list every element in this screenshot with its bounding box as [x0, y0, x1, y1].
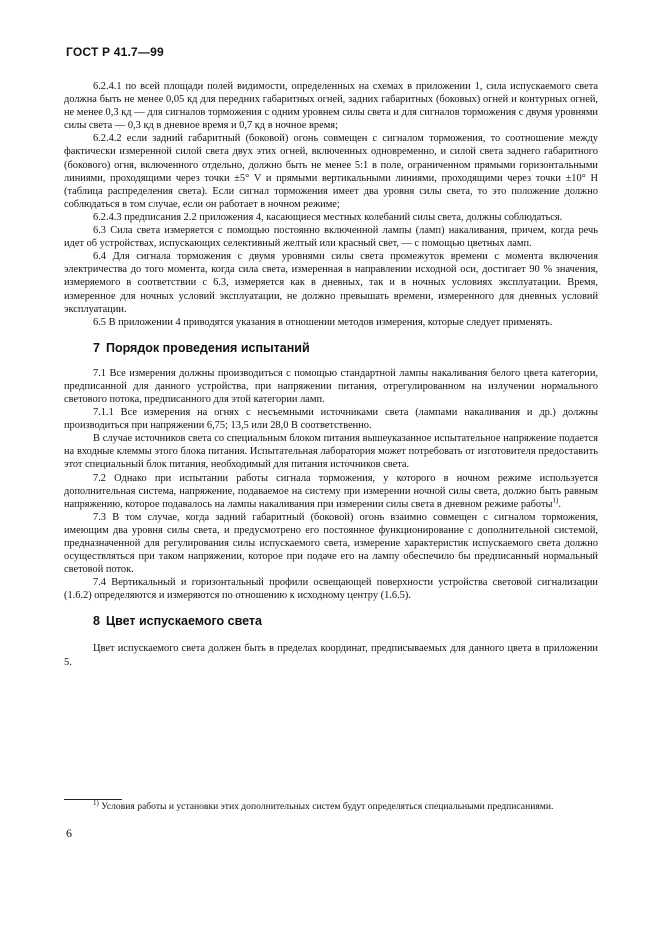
- paragraph-6-4: 6.4 Для сигнала торможения с двумя уровнями силы света промежуток времени с момента включения электричества до того момента, когда сила света, измеренная в направлении исходной оси, достигает 90 % значения, измеряемого в соответствии с 6.3, измеряется как в дневных, так и в ночных условиях эксплуатации. Время, измеренное для ночных условий эксплуатации, не должно превышать времени, измеренного для дневных условий эксплуатации.: [64, 251, 598, 315]
- paragraph-7-1: 7.1 Все измерения должны производиться с помощью стандартной лампы накаливания белого цвета категории, предписанной для данного устройства, при напряжении питания, отрегулированном на излучении нормального светового потока, предписанного для этой категории ламп.: [64, 367, 598, 405]
- paragraph-6-2-4-2: 6.2.4.2 если задний габаритный (боковой) огонь совмещен с сигналом торможения, то соотношение между фактически измеренной силой света двух этих огней, включенных одновременно, и силой света заднего габаритного (бокового) огня, включенного отдельно, должно быть не менее 5:1 в поле, ограниченном прямыми горизонтальными линиями, проходящими через точки ±5° V и прямыми вертикальными линиями, проходящими через точки ±10° H (таблица распределения света). Если сигнал торможения имеет два уровня силы света, то это положение должно соблюдаться в том случае, если он работает в ночном режиме;: [64, 133, 598, 210]
- paragraph-6-2-4-1: 6.2.4.1 по всей площади полей видимости, определенных на схемах в приложении 1, сила испускаемого света должна быть не менее 0,05 кд для передних габаритных огней, задних габаритных (боковых) огней и контурных огней, не менее 0,3 кд — для сигналов торможения с одним уровнем силы света и для сигналов торможения с двумя уровнями силы света — 0,3 кд в дневное время и 0,7 кд в ночное время;: [64, 81, 598, 132]
- paragraph-6-3: 6.3 Сила света измеряется с помощью постоянно включенной лампы (ламп) накаливания, причем, когда речь идет об устройствах, испускающих селективный желтый или красный свет, — с помощью цветных ламп.: [64, 225, 598, 250]
- paragraph-7-1-1: 7.1.1 Все измерения на огнях с несъемными источниками света (лампами накаливания и др.) должны производиться при напряжении 6,75; 13,5 или 28,0 В соответственно.: [64, 407, 598, 432]
- footnote-text: Условия работы и установки этих дополнительных систем будут определяться специальными предписаниями.: [101, 801, 554, 812]
- footnote-mark: 1): [93, 798, 99, 807]
- paragraph-6-5: 6.5 В приложении 4 приводятся указания в отношении методов измерения, которые следует применять.: [93, 316, 553, 328]
- footnote: [64, 798, 598, 813]
- paragraph-7-2: [64, 472, 598, 511]
- paragraph-power-supply: В случае источников света со специальным блоком питания вышеуказанное испытательное напряжение подается на входные клеммы этого блока питания. Испытательная лаборатория может потребовать от изготовителя предоставить этот специальный блок питания, необходимый для питания источников света.: [64, 433, 598, 471]
- section-7-number: 7: [93, 340, 100, 355]
- section-8-heading: [64, 614, 598, 629]
- paragraph-6-2-4-3: 6.2.4.3 предписания 2.2 приложения 4, касающиеся местных колебаний силы света, должны соблюдаться.: [93, 211, 563, 223]
- document-header: ГОСТ Р 41.7—99: [66, 45, 164, 59]
- section-7-heading: [64, 341, 598, 356]
- section-8-number: 8: [93, 614, 100, 629]
- section-8-title: Цвет испускаемого света: [105, 614, 262, 629]
- document-body: [64, 80, 598, 669]
- section-7-title: Порядок проведения испытаний: [105, 340, 310, 355]
- page-number: 6: [66, 826, 72, 840]
- footnote-reference: 1): [552, 496, 559, 505]
- paragraph-8: Цвет испускаемого света должен быть в пределах координат, предписываемых для данного цвета в приложении 5.: [64, 643, 598, 668]
- paragraph-7-3: 7.3 В том случае, когда задний габаритный (боковой) огонь взаимно совмещен с сигналом торможения, имеющим два уровня силы света, и предусмотрено его постоянное функционирование с дополнительной системой, предназначенной для регулирования силы испускаемого света, измерение характеристик испускаемого света должно осуществляться при таком напряжении, которое при подаче его на лампу обеспечило бы предписанный нормальный световой поток.: [64, 511, 598, 576]
- paragraph-7-2-text: 7.2 Однако при испытании работы сигнала торможения, у которого в ночном режиме используется дополнительная система, напряжение, подаваемое на систему при измерении ночной силы света, должно быть равным напряжению, которое подавалось на лампы накаливания при измерении силы света в дневном режиме работы: [64, 472, 598, 510]
- paragraph-7-2-end: .: [558, 498, 561, 510]
- paragraph-7-4: 7.4 Вертикальный и горизонтальный профили освещающей поверхности устройства световой сигнализации (1.6.2) определяются и измеряются по отношению к исходному центру (1.6.5).: [64, 577, 598, 602]
